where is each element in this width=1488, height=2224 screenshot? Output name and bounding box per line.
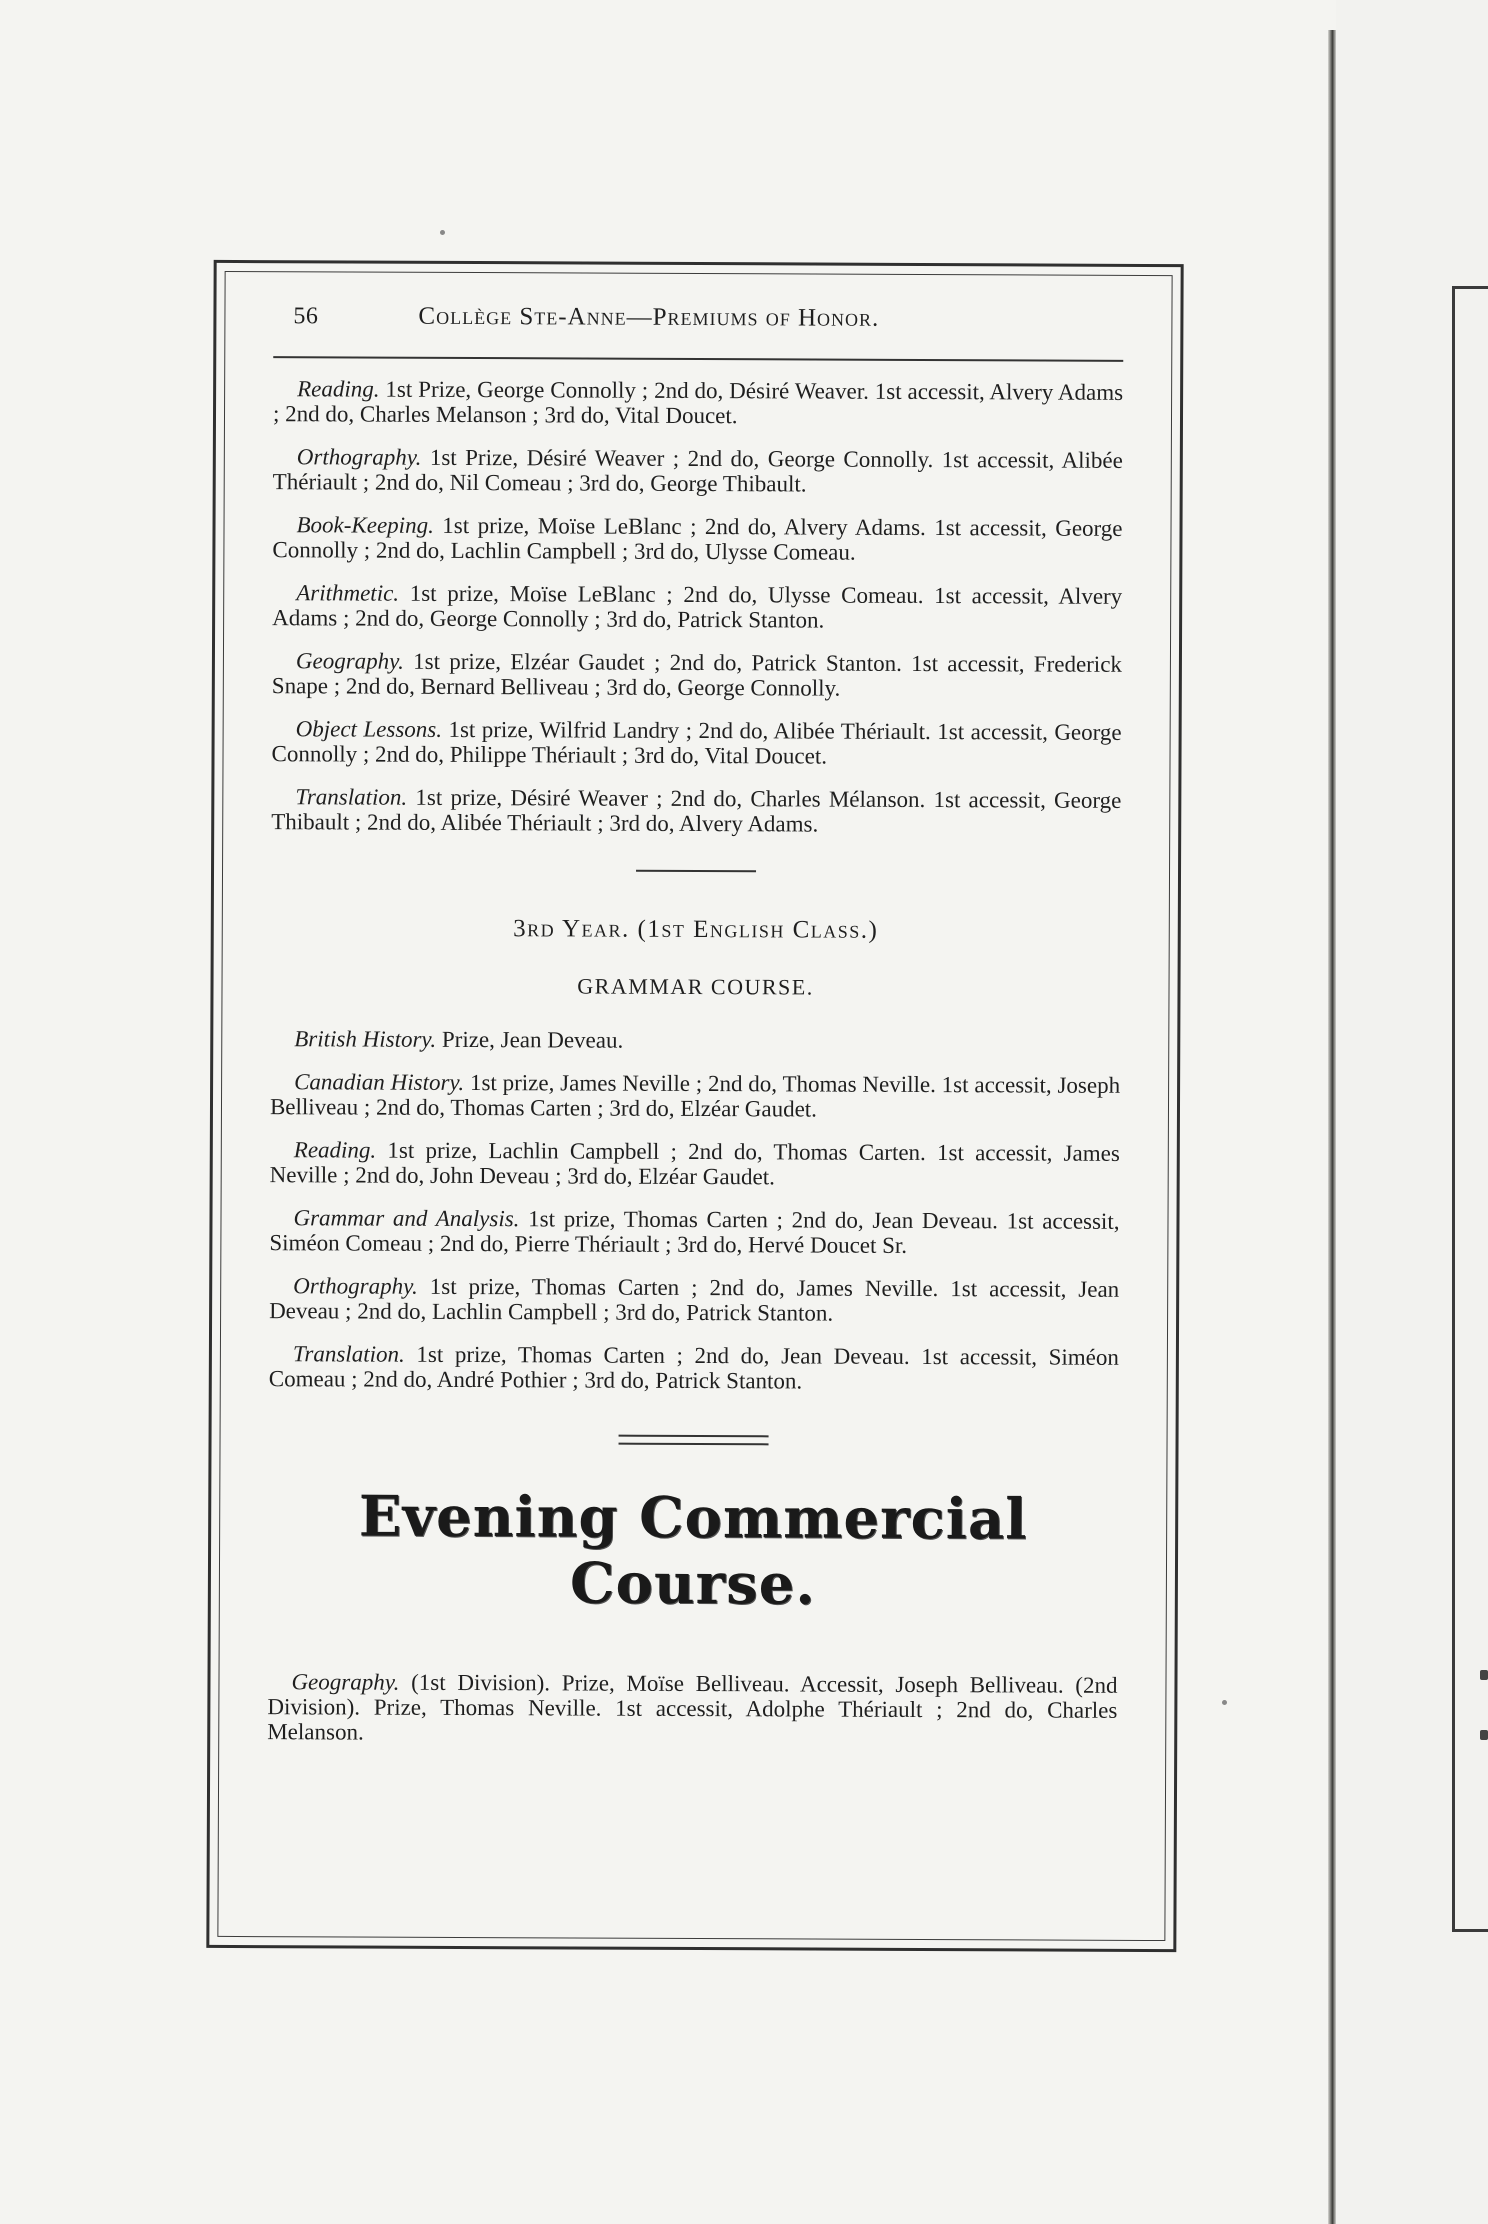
- page-number: 56: [293, 303, 319, 330]
- subject-label: Orthography.: [293, 1273, 418, 1299]
- running-header: [293, 302, 1123, 334]
- section-prizes-continued: [271, 376, 1123, 838]
- subject-label: Geography.: [295, 648, 404, 674]
- prize-text: 1st prize, Elzéar Gaudet ; 2nd do, Patrick Stanton. 1st accessit, Frederick Snape ; 2nd do, Bernard Belliveau ; 3rd do, George Connolly.: [271, 648, 1123, 701]
- prize-text: 1st prize, Désiré Weaver ; 2nd do, Charles Mélanson. 1st accessit, George Thibault ; 2nd do, Alibée Thériault ; 3rd do, Alvery Adams.: [271, 784, 1122, 837]
- facing-page-border: [1452, 286, 1488, 1932]
- prize-entry: [270, 1137, 1120, 1191]
- speck: [1222, 1700, 1227, 1705]
- prize-text: 1st prize, Thomas Carten ; 2nd do, Jean Deveau. 1st accessit, Siméon Comeau ; 2nd do, Pierre Thériault ; 3rd do, Hervé Doucet Sr.: [269, 1206, 1120, 1258]
- subject-label: Object Lessons.: [295, 716, 443, 742]
- prize-entry: [273, 376, 1123, 430]
- section-evening-course: [267, 1669, 1117, 1748]
- facing-page-mark: [1480, 1730, 1488, 1740]
- subject-label: Geography.: [291, 1669, 400, 1695]
- page-frame: [206, 260, 1183, 1952]
- prize-text: 1st prize, Moïse LeBlanc ; 2nd do, Alvery Adams. 1st accessit, George Connolly ; 2nd do, Lachlin Campbell ; 3rd do, Ulysse Comeau.: [272, 512, 1123, 565]
- evening-course-title: Evening Commercial Course.: [358, 1483, 1028, 1618]
- subject-label: Translation.: [292, 1341, 405, 1367]
- prize-entry: [272, 580, 1122, 634]
- prize-text: 1st prize, Lachlin Campbell ; 2nd do, Thomas Carten. 1st accessit, James Neville ; 2nd do, John Deveau ; 3rd do, Elzéar Gaudet.: [269, 1137, 1120, 1190]
- year-heading: 3rd Year. (1st English Class.): [513, 915, 879, 944]
- prize-text: 1st prize, Wilfrid Landry ; 2nd do, Alibée Thériault. 1st accessit, George Connolly ; 2nd do, Philippe Thériault ; 3rd do, Vital Doucet.: [271, 716, 1122, 769]
- prize-entry: [270, 1026, 1120, 1055]
- prize-entry: [269, 1205, 1119, 1259]
- subject-label: Book-Keeping.: [296, 512, 434, 538]
- prize-text: (1st Division). Prize, Moïse Belliveau. Accessit, Joseph Belliveau. (2nd Division). Prize, Thomas Neville. 1st accessit, Adolphe Thériault ; 2nd do, Charles Melanson.: [267, 1669, 1118, 1745]
- facing-page-mark: [1480, 1670, 1488, 1680]
- prize-text: 1st Prize, Désiré Weaver ; 2nd do, George Connolly. 1st accessit, Alibée Thériault ; 2nd do, Nil Comeau ; 3rd do, George Thibault.: [272, 444, 1123, 497]
- section-divider: [636, 870, 756, 873]
- section-grammar-course: [269, 1026, 1121, 1395]
- subject-label: Reading.: [293, 1137, 377, 1163]
- prize-entry: [273, 444, 1123, 498]
- subject-label: Arithmetic.: [296, 580, 400, 606]
- course-heading: GRAMMAR COURSE.: [577, 973, 814, 1000]
- subject-label: Canadian History.: [294, 1069, 465, 1095]
- prize-entry: [267, 1669, 1117, 1748]
- prize-entry: [271, 784, 1121, 838]
- prize-text: 1st prize, Thomas Carten ; 2nd do, James Neville. 1st accessit, Jean Deveau ; 2nd do, Lachlin Campbell ; 3rd do, Patrick Stanton.: [269, 1273, 1120, 1326]
- prize-entry: [269, 1341, 1119, 1395]
- prize-entry: [269, 1273, 1119, 1327]
- subject-label: Orthography.: [296, 444, 422, 470]
- subject-label: Translation.: [295, 784, 408, 810]
- speck: [440, 230, 445, 235]
- subject-label: British History.: [294, 1026, 437, 1052]
- prize-entry: [270, 1069, 1120, 1123]
- prize-entry: [272, 648, 1122, 702]
- prize-text: 1st prize, Thomas Carten ; 2nd do, Jean Deveau. 1st accessit, Siméon Comeau ; 2nd do, André Pothier ; 3rd do, Patrick Stanton.: [268, 1341, 1119, 1394]
- page-content: [267, 302, 1123, 1766]
- prize-text: Prize, Jean Deveau.: [441, 1026, 624, 1053]
- prize-text: 1st prize, Moïse LeBlanc ; 2nd do, Ulysse Comeau. 1st accessit, Alvery Adams ; 2nd do, George Connolly ; 3rd do, Patrick Stanton.: [272, 580, 1123, 633]
- subject-label: Grammar and Analysis.: [293, 1205, 520, 1232]
- book-gutter: [1328, 30, 1336, 2224]
- page-frame-inner: [217, 271, 1172, 1941]
- subject-label: Reading.: [297, 376, 380, 402]
- prize-text: 1st prize, James Neville ; 2nd do, Thomas Neville. 1st accessit, Joseph Belliveau ; 2nd do, Thomas Carten ; 3rd do, Elzéar Gaudet.: [269, 1070, 1121, 1122]
- prize-entry: [271, 716, 1121, 770]
- prize-entry: [272, 512, 1122, 566]
- running-title: Collège Ste-Anne—Premiums of Honor.: [418, 302, 880, 332]
- header-rule: [273, 356, 1123, 362]
- prize-text: 1st Prize, George Connolly ; 2nd do, Désiré Weaver. 1st accessit, Alvery Adams ; 2nd do, Charles Melanson ; 3rd do, Vital Doucet.: [272, 376, 1124, 429]
- double-divider: [619, 1435, 769, 1446]
